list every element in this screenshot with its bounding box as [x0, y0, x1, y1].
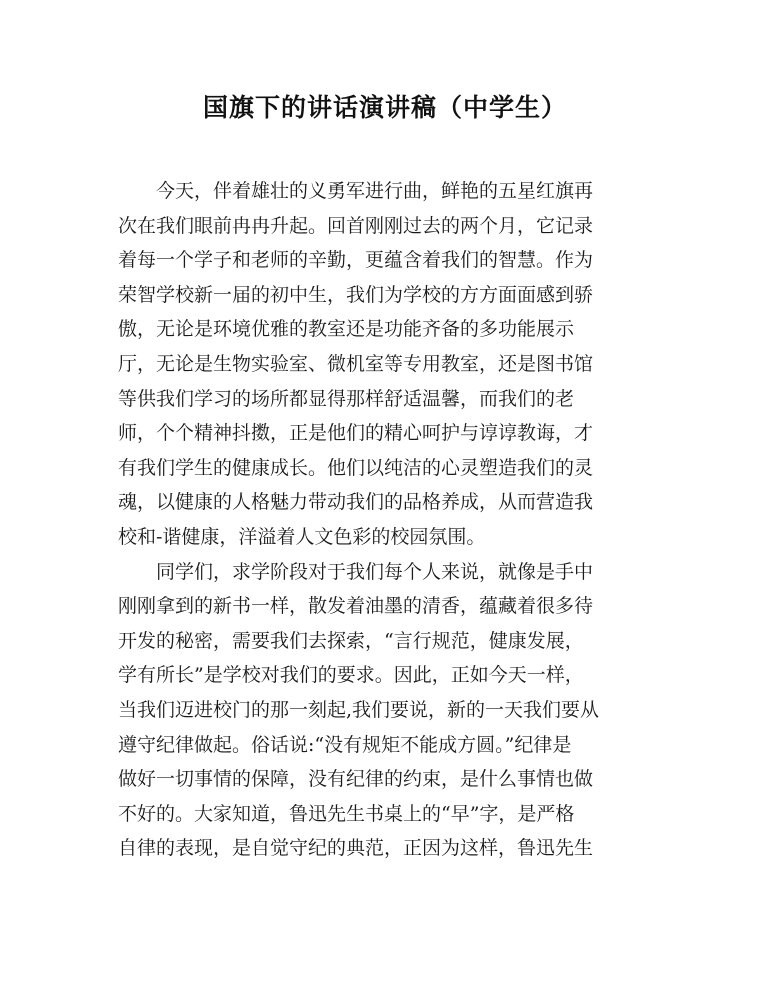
text-line: 今天，伴着雄壮的义勇军进行曲，鲜艳的五星红旗再 — [118, 180, 594, 202]
text-line: 厅，无论是生物实验室、微机室等专用教室，还是图书馆 — [118, 352, 594, 375]
text-line: 当我们迈进校门的那一刻起,我们要说，新的一天我们要从 — [118, 698, 600, 721]
text-line: 学有所长”是学校对我们的要求。因此，正如今天一样， — [118, 664, 584, 687]
text-line: 荣智学校新一届的初中生，我们为学校的方方面面感到骄 — [118, 283, 594, 306]
text-line: 等供我们学习的场所都显得那样舒适温馨，而我们的老 — [118, 387, 575, 410]
text-line: 刚刚拿到的新书一样，散发着油墨的清香，蕴藏着很多待 — [118, 595, 594, 618]
text-line: 校和-谐健康，洋溢着人文色彩的校园氛围。 — [118, 525, 486, 548]
page-title: 国旗下的讲话演讲稿（中学生） — [202, 93, 567, 122]
text-line: 自律的表现，是自觉守纪的典范，正因为这样，鲁迅先生 — [118, 837, 594, 860]
text-line: 遵守纪律做起。俗话说:“没有规矩不能成方圆。”纪律是 — [118, 733, 572, 756]
text-line: 魂，以健康的人格魅力带动我们的品格养成，从而营造我 — [118, 491, 594, 514]
text-line: 次在我们眼前冉冉升起。回首刚刚过去的两个月，它记录 — [118, 214, 594, 237]
body-text — [118, 174, 648, 866]
text-line: 有我们学生的健康成长。他们以纯洁的心灵塑造我们的灵 — [118, 456, 594, 479]
text-line: 着每一个学子和老师的辛勤，更蕴含着我们的智慧。作为 — [118, 249, 594, 272]
text-line: 同学们，求学阶段对于我们每个人来说，就像是手中 — [118, 560, 594, 583]
text-line: 做好一切事情的保障，没有纪律的约束，是什么事情也做 — [118, 768, 594, 791]
text-line: 傲，无论是环境优雅的教室还是功能齐备的多功能展示 — [118, 318, 575, 341]
text-line: 不好的。大家知道，鲁迅先生书桌上的“早”字，是严格 — [118, 802, 575, 825]
text-line: 师，个个精神抖擞，正是他们的精心呵护与谆谆教诲，才 — [118, 422, 594, 445]
text-line: 开发的秘密，需要我们去探索，“言行规范，健康发展， — [118, 629, 584, 652]
